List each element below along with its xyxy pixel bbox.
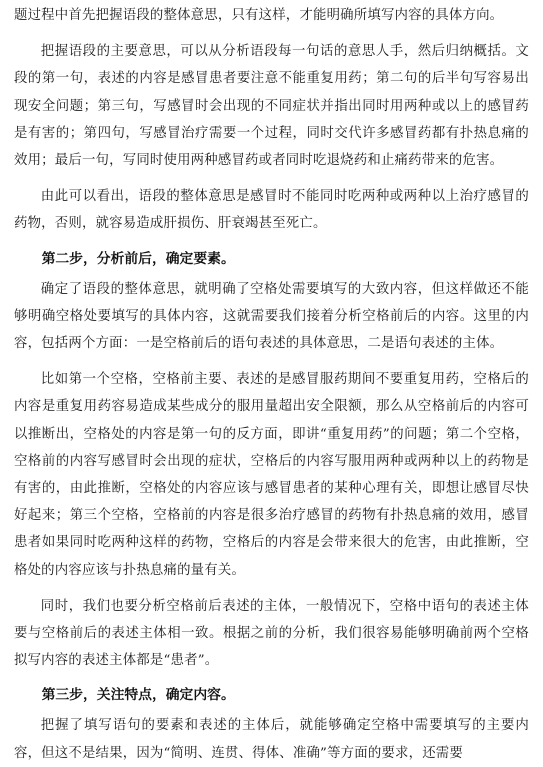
paragraph-step-two-intro: 确定了语段的整体意思，就明确了空格处需要填写的大致内容，但这样做还不能够明确空格处要填写的具体内容，这就需要我们接着分析空格前后的内容。这里的内容，包括两个方面：一是空格前后的语句表述的具体意思，二是语句表述的主体。 xyxy=(14,281,529,352)
paragraph-step-three-intro: 把握了填写语句的要素和表述的主体后，就能够确定空格中需要填写的主要内容，但这不是结果，因为“简明、连贯、得体、准确”等方面的要求，还需要 xyxy=(14,718,529,761)
paragraph-conclusion: 由此可以看出，语段的整体意思是感冒时不能同时吃两种或两种以上治疗感冒的药物，否则，就容易造成肝损伤、肝衰竭甚至死亡。 xyxy=(14,189,529,232)
paragraph-main-idea-analysis: 把握语段的主要意思，可以从分析语段每一句话的意思人手，然后归纳概括。文段的第一句，表述的内容是感冒患者要注意不能重复用药；第二句的后半句写容易出现安全问题；第三句，写感冒时会出现的不同症状并指出同时用两种或以上的感冒药是有害的；第四句，写感冒治疗需要一个过程，同时交代许多感冒药都有扑热息痛的效用；最后一句，写同时使用两种感冒药或者同时吃退烧药和止痛药带来的危害。 xyxy=(14,44,529,169)
paragraph-continuation: 题过程中首先把握语段的整体意思，只有这样，才能明确所填写内容的具体方向。 xyxy=(14,8,504,23)
step-three-heading: 第三步，关注特点，确定内容。 xyxy=(41,687,235,704)
paragraph-subject-analysis: 同时，我们也要分析空格前后表述的主体，一般情况下，空格中语句的表述主体要与空格前后的表述主体相一致。根据之前的分析，我们很容易能够明确前两个空格拟写内容的表述主体都是“患者”。 xyxy=(14,598,529,669)
paragraph-blank-examples: 比如第一个空格，空格前主要、表述的是感冒服药期间不要重复用药，空格后的内容是重复用药容易造成某些成分的服用量超出安全限额，那么从空格前后的内容可以推断出，空格处的内容是第一句的反方面，即讲“重复用药”的问题；第二个空格，空格前的内容写感冒时会出现的症状，空格后的内容写服用两种或两种以上的药物是有害的，由此推断，空格处的内容应该与感冒患者的某种心理有关，即想让感冒尽快好起来；第三个空格，空格前的内容是很多治疗感冒的药物有扑热息痛的效用，感冒患者如果同时吃两种这样的药物，空格后的内容是会带来很大的危害，由此推断，空格处的内容应该与扑热息痛的量有关。 xyxy=(14,372,529,578)
step-two-heading: 第二步，分析前后，确定要素。 xyxy=(41,250,235,267)
